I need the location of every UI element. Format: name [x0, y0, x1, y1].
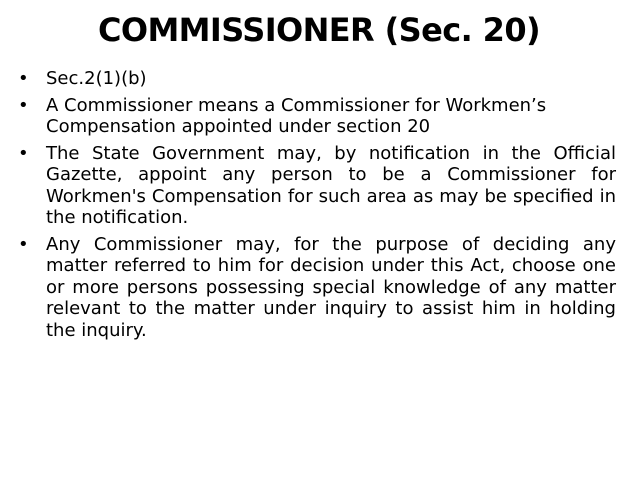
bullet-dot-icon: •	[18, 68, 29, 89]
bullet-dot-icon: •	[18, 142, 29, 164]
bullet-item-4	[16, 234, 616, 342]
bullet-item-1	[16, 68, 616, 90]
bullet-item-3	[16, 143, 616, 229]
slide-title: COMMISSIONER (Sec. 20)	[97, 11, 541, 49]
bullet-text: Any Commissioner may, for the purpose of deciding any matter referred to him for decision under this Act, choose one or more persons possessing special knowledge of any matter relevant to the matter under inquiry to assist him in holding the inquiry.	[46, 233, 616, 341]
bullet-list	[16, 68, 616, 346]
bullet-item-2	[16, 95, 616, 138]
bullet-dot-icon: •	[18, 233, 29, 255]
bullet-text: Sec.2(1)(b)	[46, 68, 147, 89]
bullet-dot-icon: •	[18, 94, 29, 116]
bullet-text: A Commissioner means a Commissioner for Workmen’s Compensation appointed under section 20	[46, 94, 547, 137]
bullet-text: The State Government may, by notification in the Official Gazette, appoint any person to be a Commissioner for Workmen's Compensation for such area as may be specified in the notification.	[46, 142, 616, 228]
